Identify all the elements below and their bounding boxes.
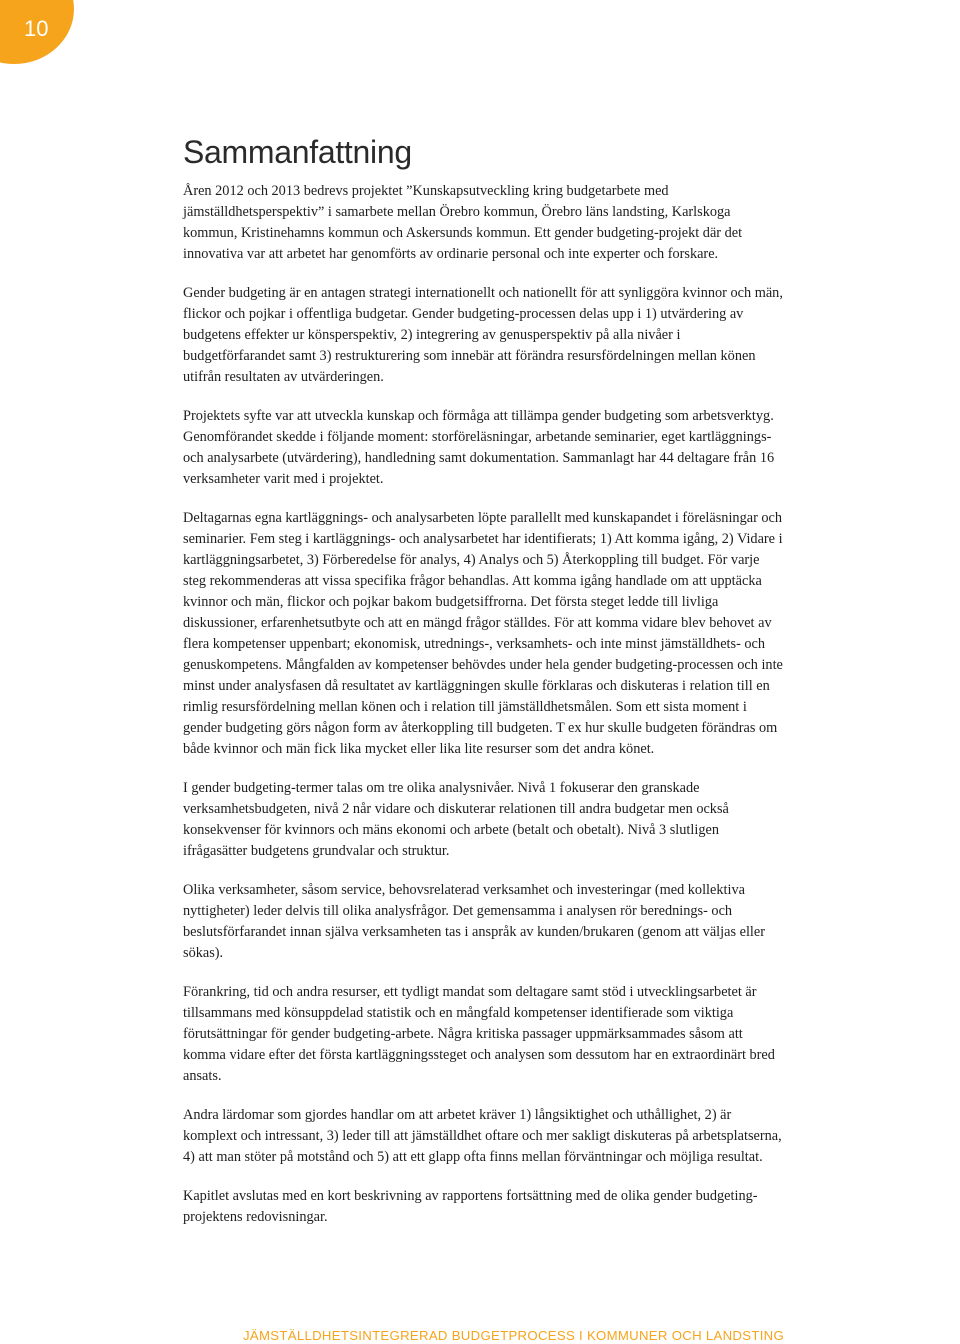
paragraph-6: Olika verksamheter, såsom service, behovsrelaterad verksamhet och investeringar (med kollektiva nyttigheter) leder delvis till olika analysfrågor. Det gemensamma i analysen rör berednings- och beslutsförfarandet innan själva verksamheten tas i anspråk av kunden/brukaren (genom att väljas eller sökas). xyxy=(183,882,765,961)
page-footer xyxy=(0,1328,960,1344)
paragraph-3: Projektets syfte var att utveckla kunskap och förmåga att tillämpa gender budgeting som arbetsverktyg. Genomförandet skedde i följande moment: storföreläsningar, arbetande seminarier, eget kartläggnings- och analysarbete (utvärdering), handledning samt dokumentation. Sammanlagt har 44 deltagare från 16 verksamheter varit med i projektet. xyxy=(183,408,775,487)
running-title: JÄMSTÄLLDHETSINTEGRERAD BUDGETPROCESS I KOMMUNER OCH LANDSTING xyxy=(243,1328,785,1343)
paragraph-1: Åren 2012 och 2013 bedrevs projektet ”Kunskapsutveckling kring budgetarbete med jämställdhetsperspektiv” i samarbete mellan Örebro kommun, Örebro läns landsting, Karlskoga kommun, Kristinehamns kommun och Askersunds kommun. Ett gender budgeting-projekt där det innovativa var att arbetet har genomförts av ordinarie personal och inte experter och forskare. xyxy=(183,183,743,262)
page-title: Sammanfattning xyxy=(183,134,412,170)
paragraph-7: Förankring, tid och andra resurser, ett tydligt mandat som deltagare samt stöd i utvecklingsarbetet är tillsammans med könsuppdelad statistik och en mångfald kompetenser identifierade som viktiga förutsättningar för gender budgeting-arbete. Några kritiska passager uppmärksammades såsom att komma vidare efter det första kartläggningssteget och analysen som dessutom har en extraordinärt bred ansats. xyxy=(183,984,775,1084)
paragraph-8: Andra lärdomar som gjordes handlar om att arbetet kräver 1) långsiktighet och uthållighet, 2) är komplext och intressant, 3) leder till att jämställdhet oftare och mer sakligt diskuteras på arbetsplatserna, 4) att man stöter på motstånd och 5) att ett glapp ofta finns mellan förväntningar och möjliga resultat. xyxy=(183,1107,782,1165)
main-content xyxy=(183,132,783,1246)
paragraph-9: Kapitlet avslutas med en kort beskrivning av rapportens fortsättning med de olika gender budgeting-projektens redovisningar. xyxy=(183,1188,758,1225)
paragraph-5: I gender budgeting-termer talas om tre olika analysnivåer. Nivå 1 fokuserar den granskade verksamhetsbudgeten, nivå 2 når vidare och diskuterar relationen till andra budgetar men också konsekvenser för kvinnors och mäns ekonomi och arbete (betalt och obetalt). Nivå 3 slutligen ifrågasätter budgetens grundvalar och struktur. xyxy=(183,780,729,859)
paragraph-2: Gender budgeting är en antagen strategi internationellt och nationellt för att synliggöra kvinnor och män, flickor och pojkar i offentliga budgetar. Gender budgeting-processen delas upp i 1) utvärdering av budgetens effekter ur könsperspektiv, 2) integrering av genusperspektiv på alla nivåer i budgetförfarandet samt 3) restrukturering som innebär att förändra resursfördelningen mellan könen utifrån resultaten av utvärderingen. xyxy=(183,285,783,385)
paragraph-4: Deltagarnas egna kartläggnings- och analysarbeten löpte parallellt med kunskapandet i föreläsningar och seminarier. Fem steg i kartläggnings- och analysarbetet har identifierats; 1) Att komma igång, 2) Vidare i kartläggningsarbetet, 3) Förberedelse för analys, 4) Analys och 5) Återkoppling till budget. För varje steg rekommenderas att vissa specifika frågor behandlas. Att komma igång handlade om att upptäcka kvinnor och män, flickor och pojkar bakom budgetsiffrorna. Det första steget ledde till livliga diskussioner, erfarenhetsutbyte och att en mängd frågor ställdes. För att komma vidare blev behovet av flera kompetenser uppenbart; ekonomisk, utrednings-, verksamhets- och inte minst jämställdhets- och genuskompetens. Mångfalden av kompetenser behövdes under hela gender budgeting-processen och inte minst under analysfasen då resultatet av kartläggningen skulle förklaras och diskuteras i relation till en rimlig resursfördelning mellan könen och i relation till jämställdhetsmålen. Som ett sista moment i gender budgeting görs någon form av återkoppling till budgeten. T ex hur skulle budgeten förändras om både kvinnor och män fick lika mycket eller lika lite resurser som det andra könet. xyxy=(183,510,783,757)
page-number: 10 xyxy=(24,16,49,41)
